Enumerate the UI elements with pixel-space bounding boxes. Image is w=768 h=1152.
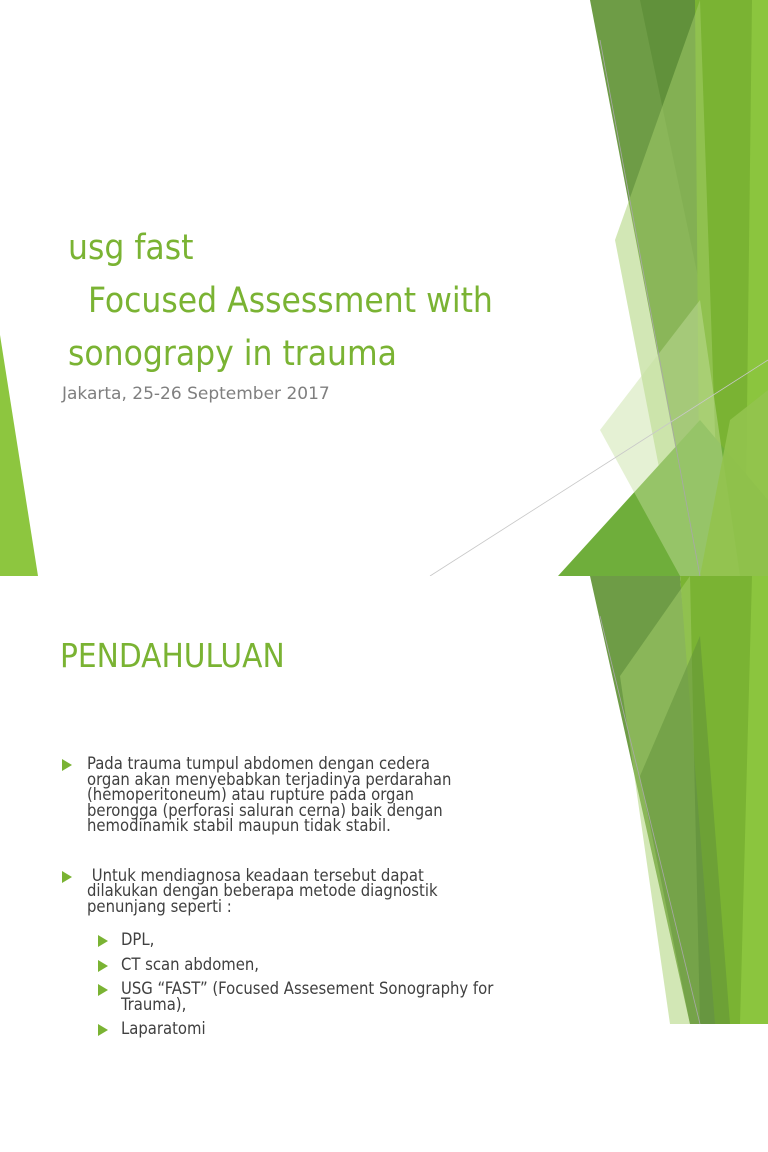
bullet-arrow-icon xyxy=(62,759,72,771)
sub-bullet-item xyxy=(97,954,560,974)
sub-bullet-line: USG “FAST” (Focused Assesement Sonography for xyxy=(121,979,494,998)
slide-title xyxy=(68,222,588,381)
bullet-arrow-icon xyxy=(98,960,108,972)
bullet-list xyxy=(60,756,560,1071)
sub-bullet-list xyxy=(97,932,560,1037)
sub-bullet-item xyxy=(97,981,560,1012)
bullet-arrow-icon xyxy=(98,935,108,947)
bullet-line: Untuk mendiagnosa keadaan tersebut dapat xyxy=(87,865,424,885)
title-line: sonograpy in trauma xyxy=(68,334,397,374)
sub-bullet-item xyxy=(97,932,560,948)
sub-bullet-line: CT scan abdomen, xyxy=(121,954,260,974)
sub-bullet-item xyxy=(97,1021,560,1037)
bullet-line: organ akan menyebabkan terjadinya perdarahan xyxy=(87,769,452,789)
bullet-line: hemodinamik stabil maupun tidak stabil. xyxy=(87,816,391,835)
sub-bullet-line: Laparatomi xyxy=(121,1019,206,1038)
title-line: usg fast xyxy=(68,228,194,268)
bullet-item xyxy=(60,865,560,1038)
bullet-line: Pada trauma tumpul abdomen dengan cedera xyxy=(87,754,431,773)
title-line: Focused Assessment with xyxy=(68,281,493,321)
bullet-arrow-icon xyxy=(98,1024,108,1036)
sub-bullet-line: Trauma), xyxy=(121,994,187,1014)
bullet-item xyxy=(60,756,560,834)
bullet-arrow-icon xyxy=(98,984,108,996)
slide-title: PENDAHULUAN xyxy=(60,636,285,675)
bullet-line: penunjang seperti : xyxy=(87,896,232,916)
bullet-line: (hemoperitoneum) atau rupture pada organ xyxy=(87,785,414,804)
content-slide xyxy=(0,576,768,1038)
bullet-line: dilakukan dengan beberapa metode diagnostik xyxy=(87,881,438,900)
sub-bullet-line: DPL, xyxy=(121,930,155,949)
slide-subtitle: Jakarta, 25-26 September 2017 xyxy=(62,384,330,404)
bullet-arrow-icon xyxy=(62,871,72,883)
bullet-line: berongga (perforasi saluran cerna) baik dengan xyxy=(87,800,443,820)
